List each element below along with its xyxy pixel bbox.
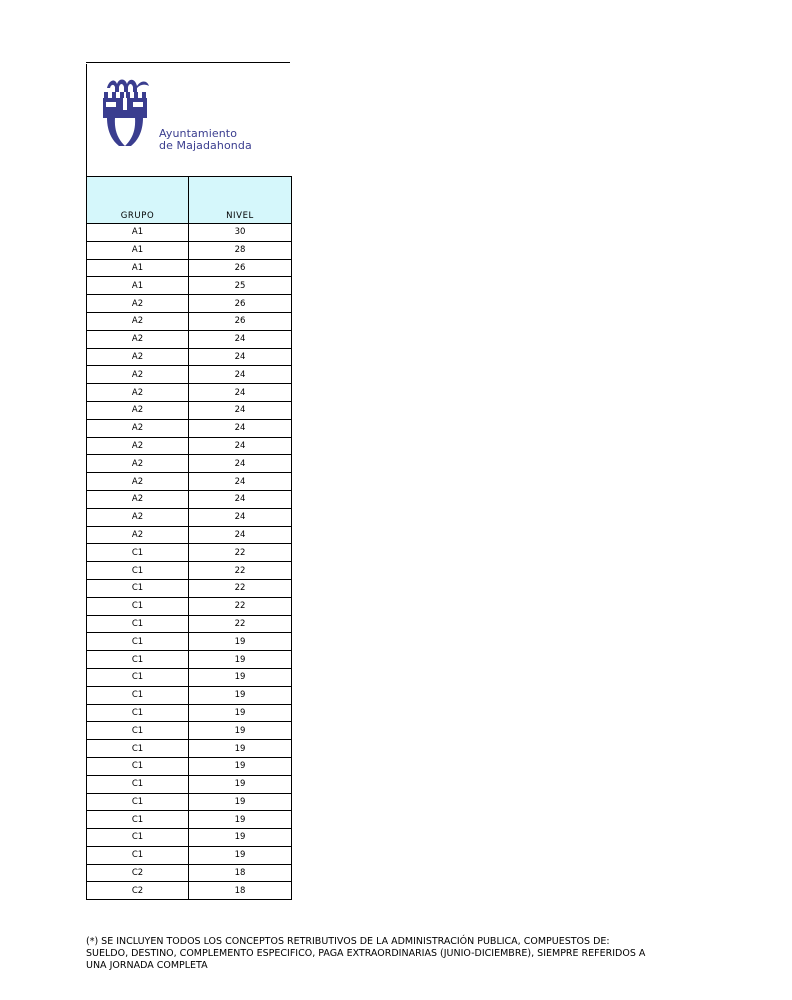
cell-nivel: 24 bbox=[189, 508, 292, 526]
table-row bbox=[87, 615, 292, 633]
cell-grupo: A1 bbox=[87, 241, 189, 259]
cell-nivel: 24 bbox=[189, 437, 292, 455]
cell-grupo: C1 bbox=[87, 579, 189, 597]
cell-nivel: 22 bbox=[189, 562, 292, 580]
cell-nivel: 19 bbox=[189, 686, 292, 704]
table-row bbox=[87, 295, 292, 313]
table-row bbox=[87, 633, 292, 651]
cell-nivel: 22 bbox=[189, 544, 292, 562]
table-row bbox=[87, 740, 292, 758]
table-row bbox=[87, 757, 292, 775]
table-row bbox=[87, 241, 292, 259]
table-row bbox=[87, 579, 292, 597]
cell-nivel: 19 bbox=[189, 651, 292, 669]
cell-grupo: A2 bbox=[87, 526, 189, 544]
cell-grupo: C1 bbox=[87, 615, 189, 633]
table-row bbox=[87, 259, 292, 277]
cell-nivel: 22 bbox=[189, 615, 292, 633]
table-row bbox=[87, 490, 292, 508]
table-row bbox=[87, 455, 292, 473]
cell-nivel: 19 bbox=[189, 633, 292, 651]
column-header-grupo: GRUPO bbox=[87, 177, 189, 224]
cell-nivel: 19 bbox=[189, 793, 292, 811]
cell-nivel: 24 bbox=[189, 419, 292, 437]
table-row bbox=[87, 401, 292, 419]
cell-grupo: A2 bbox=[87, 401, 189, 419]
cell-grupo: A1 bbox=[87, 259, 189, 277]
cell-nivel: 22 bbox=[189, 579, 292, 597]
cell-grupo: A2 bbox=[87, 330, 189, 348]
cell-grupo: C2 bbox=[87, 864, 189, 882]
cell-grupo: A2 bbox=[87, 455, 189, 473]
logo-line-2: de Majadahonda bbox=[159, 139, 252, 152]
cell-nivel: 18 bbox=[189, 864, 292, 882]
cell-grupo: A2 bbox=[87, 473, 189, 491]
cell-nivel: 24 bbox=[189, 490, 292, 508]
table-row bbox=[87, 277, 292, 295]
footnote bbox=[86, 936, 726, 972]
cell-nivel: 19 bbox=[189, 846, 292, 864]
cell-grupo: A2 bbox=[87, 348, 189, 366]
table-row bbox=[87, 312, 292, 330]
cell-grupo: A2 bbox=[87, 384, 189, 402]
table-row bbox=[87, 562, 292, 580]
cell-grupo: C1 bbox=[87, 633, 189, 651]
column-header-nivel: NIVEL bbox=[189, 177, 292, 224]
table-row bbox=[87, 651, 292, 669]
cell-grupo: C1 bbox=[87, 651, 189, 669]
cell-grupo: C1 bbox=[87, 597, 189, 615]
cell-nivel: 19 bbox=[189, 740, 292, 758]
cell-nivel: 26 bbox=[189, 312, 292, 330]
table-row bbox=[87, 811, 292, 829]
table-row bbox=[87, 437, 292, 455]
cell-nivel: 24 bbox=[189, 330, 292, 348]
table-row bbox=[87, 775, 292, 793]
logo-area bbox=[86, 64, 291, 176]
cell-grupo: C1 bbox=[87, 829, 189, 847]
cell-nivel: 24 bbox=[189, 366, 292, 384]
table-row bbox=[87, 419, 292, 437]
cell-grupo: C1 bbox=[87, 722, 189, 740]
salary-table bbox=[86, 176, 292, 900]
table-row bbox=[87, 224, 292, 242]
cell-nivel: 26 bbox=[189, 259, 292, 277]
majadahonda-crest-logo bbox=[97, 74, 157, 158]
logo-wordmark bbox=[159, 128, 252, 152]
cell-nivel: 24 bbox=[189, 473, 292, 491]
table-header-row bbox=[87, 177, 292, 224]
table-row bbox=[87, 704, 292, 722]
table-row bbox=[87, 846, 292, 864]
table-row bbox=[87, 508, 292, 526]
cell-nivel: 19 bbox=[189, 775, 292, 793]
cell-grupo: C1 bbox=[87, 775, 189, 793]
table-row bbox=[87, 544, 292, 562]
cell-grupo: C1 bbox=[87, 704, 189, 722]
cell-grupo: A1 bbox=[87, 277, 189, 295]
logo-line-1: Ayuntamiento bbox=[159, 127, 238, 140]
table-row bbox=[87, 793, 292, 811]
cell-nivel: 19 bbox=[189, 757, 292, 775]
table-row bbox=[87, 722, 292, 740]
cell-nivel: 19 bbox=[189, 829, 292, 847]
cell-nivel: 19 bbox=[189, 811, 292, 829]
cell-grupo: C2 bbox=[87, 882, 189, 900]
cell-nivel: 26 bbox=[189, 295, 292, 313]
table-row bbox=[87, 526, 292, 544]
cell-nivel: 24 bbox=[189, 455, 292, 473]
cell-nivel: 19 bbox=[189, 668, 292, 686]
cell-grupo: A2 bbox=[87, 295, 189, 313]
table-row bbox=[87, 366, 292, 384]
table-row bbox=[87, 882, 292, 900]
cell-grupo: A2 bbox=[87, 437, 189, 455]
cell-grupo: A2 bbox=[87, 508, 189, 526]
cell-grupo: A1 bbox=[87, 224, 189, 242]
table-row bbox=[87, 829, 292, 847]
cell-nivel: 24 bbox=[189, 401, 292, 419]
footnote-line-3: UNA JORNADA COMPLETA bbox=[86, 960, 208, 971]
footnote-line-1: (*) SE INCLUYEN TODOS LOS CONCEPTOS RETRIBUTIVOS DE LA ADMINISTRACIÓN PUBLICA, COMPUESTOS DE: bbox=[86, 936, 610, 947]
table-row bbox=[87, 330, 292, 348]
table-row bbox=[87, 348, 292, 366]
table-row bbox=[87, 384, 292, 402]
cell-grupo: C1 bbox=[87, 757, 189, 775]
cell-nivel: 24 bbox=[189, 348, 292, 366]
cell-grupo: C1 bbox=[87, 562, 189, 580]
cell-grupo: C1 bbox=[87, 686, 189, 704]
table-row bbox=[87, 864, 292, 882]
cell-grupo: A2 bbox=[87, 366, 189, 384]
cell-grupo: C1 bbox=[87, 544, 189, 562]
cell-nivel: 24 bbox=[189, 384, 292, 402]
cell-grupo: A2 bbox=[87, 419, 189, 437]
table-row bbox=[87, 473, 292, 491]
table-row bbox=[87, 668, 292, 686]
cell-nivel: 19 bbox=[189, 722, 292, 740]
cell-nivel: 19 bbox=[189, 704, 292, 722]
cell-nivel: 25 bbox=[189, 277, 292, 295]
cell-nivel: 22 bbox=[189, 597, 292, 615]
cell-nivel: 24 bbox=[189, 526, 292, 544]
table-row bbox=[87, 597, 292, 615]
footnote-line-2: SUELDO, DESTINO, COMPLEMENTO ESPECIFICO, PAGA EXTRAORDINARIAS (JUNIO-DICIEMBRE), SIEMPRE REFERIDOS A bbox=[86, 948, 646, 959]
cell-grupo: C1 bbox=[87, 668, 189, 686]
cell-grupo: C1 bbox=[87, 793, 189, 811]
cell-nivel: 30 bbox=[189, 224, 292, 242]
table-row bbox=[87, 686, 292, 704]
cell-grupo: C1 bbox=[87, 811, 189, 829]
cell-nivel: 28 bbox=[189, 241, 292, 259]
cell-grupo: C1 bbox=[87, 846, 189, 864]
cell-grupo: C1 bbox=[87, 740, 189, 758]
cell-nivel: 18 bbox=[189, 882, 292, 900]
cell-grupo: A2 bbox=[87, 490, 189, 508]
cell-grupo: A2 bbox=[87, 312, 189, 330]
